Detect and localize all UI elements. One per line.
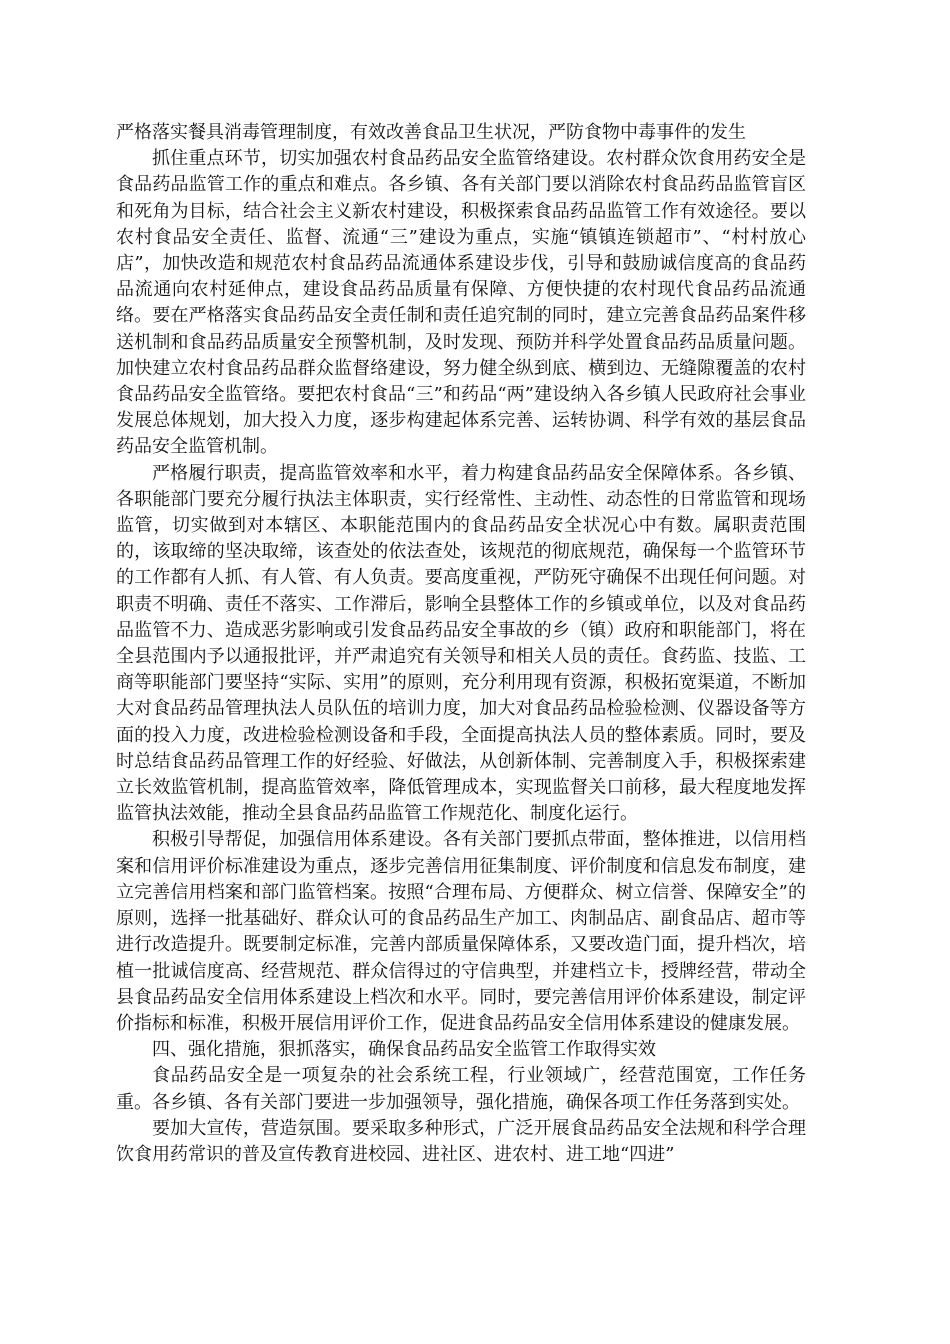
- paragraph-rural-supervision: 抓住重点环节，切实加强农村食品药品安全监管络建设。农村群众饮食用药安全是食品药品监管工作的重点和难点。各乡镇、各有关部门要以消除农村食品药品监管盲区和死角为目标，结合社会主义新农村建设，积极探索食品药品监管工作有效途径。要以农村食品安全责任、监督、流通“三”建设为重点，实施“镇镇连锁超市”、“村村放心店”，加快改造和规范农村食品药品流通体系建设步伐，引导和鼓励诚信度高的食品药品流通向农村延伸点，建设食品药品质量有保障、方便快捷的农村现代食品药品流通络。要在严格落实食品药品安全责任制和责任追究制的同时，建立完善食品药品案件移送机制和食品药品质量安全预警机制，及时发现、预防并科学处置食品药品质量问题。加快建立农村食品药品群众监督络建设，努力健全纵到底、横到边、无缝隙覆盖的农村食品药品安全监管络。要把农村食品“三”和药品“两”建设纳入各乡镇人民政府社会事业发展总体规划，加大投入力度，逐步构建起体系完善、运转协调、科学有效的基层食品药品安全监管机制。: [116, 148, 806, 458]
- section-heading-four: 四、强化措施，狠抓落实，确保食品药品安全监管工作取得实效: [152, 1039, 656, 1061]
- document-body: [116, 120, 806, 1168]
- paragraph-publicity: 要加大宣传，营造氛围。要采取多种形式，广泛开展食品药品安全法规和科学合理饮食用药常识的普及宣传教育进校园、进社区、进农村、进工地“四进”: [116, 1117, 806, 1165]
- paragraph-continuation: 严格落实餐具消毒管理制度，有效改善食品卫生状况，严防食物中毒事件的发生: [116, 122, 746, 143]
- paragraph-duty-performance: 严格履行职责，提高监管效率和水平，着力构建食品药品安全保障体系。各乡镇、各职能部门要充分履行执法主体职责，实行经常性、主动性、动态性的日常监管和现场监管，切实做到对本辖区、本职能范围内的食品药品安全状况心中有数。属职责范围的，该取缔的坚决取缔，该查处的依法查处，该规范的彻底规范，确保每一个监管环节的工作都有人抓、有人管、有人负责。要高度重视，严防死守确保不出现任何问题。对职责不明确、责任不落实、工作滞后，影响全县整体工作的乡镇或单位，以及对食品药品监管不力、造成恶劣影响或引发食品药品安全事故的乡（镇）政府和职能部门，将在全县范围内予以通报批评，并严肃追究有关领导和相关人员的责任。食药监、技监、工商等职能部门要坚持“实际、实用”的原则，充分利用现有资源，积极拓宽渠道，不断加大对食品药品管理执法人员队伍的培训力度，加大对食品药品检验检测、仪器设备等方面的投入力度，改进检验检测设备和手段，全面提高执法人员的整体素质。同时，要及时总结食品药品管理工作的好经验、好做法，从创新体制、完善制度入手，积极探索建立长效监管机制，提高监管效率，降低管理成本，实现监督关口前移，最大程度地发挥监管执法效能，推动全县食品药品监管工作规范化、制度化运行。: [116, 462, 806, 825]
- paragraph-system-engineering: 食品药品安全是一项复杂的社会系统工程，行业领域广，经营范围宽，工作任务重。各乡镇、各有关部门要进一步加强领导，强化措施，确保各项工作任务落到实处。: [116, 1065, 806, 1113]
- paragraph-credit-system: 积极引导帮促，加强信用体系建设。各有关部门要抓点带面，整体推进，以信用档案和信用评价标准建设为重点，逐步完善信用征集制度、评价制度和信息发布制度，建立完善信用档案和部门监管档案。按照“合理布局、方便群众、树立信誉、保障安全”的原则，选择一批基础好、群众认可的食品药品生产加工、肉制品店、副食品店、超市等进行改造提升。既要制定标准，完善内部质量保障体系，又要改造门面，提升档次，培植一批诚信度高、经营规范、群众信得过的守信典型，并建档立卡，授牌经营，带动全县食品药品安全信用体系建设上档次和水平。同时，要完善信用评价体系建设，制定评价指标和标准，积极开展信用评价工作，促进食品药品安全信用体系建设的健康发展。: [116, 829, 806, 1034]
